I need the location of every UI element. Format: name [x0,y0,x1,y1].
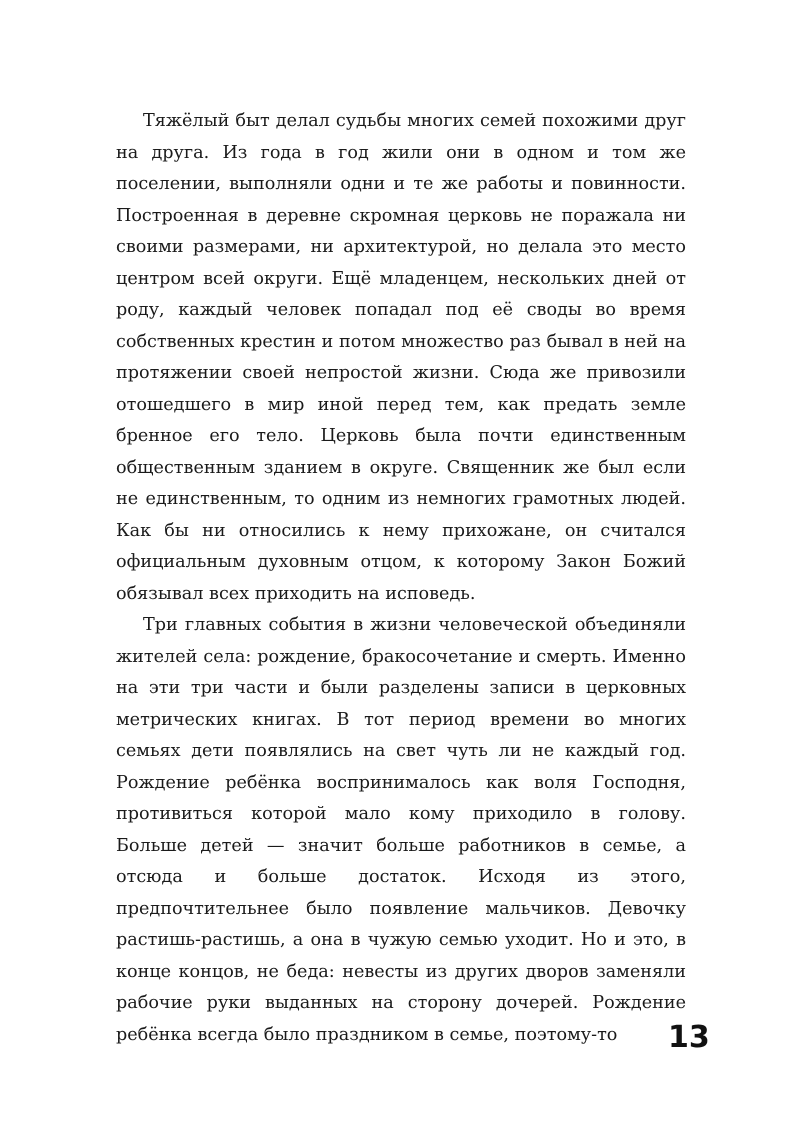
page-number: 13 [668,1020,710,1055]
paragraph-1: Тяжёлый быт делал судьбы многих семей похожими друг на друга. Из года в год жили они в одном и том же поселении, выполняли одни и те же работы и повинности. Построенная в деревне скромная церковь не поражала ни своими размерами, ни архитектурой, но делала это место центром всей округи. Ещё младенцем, нескольких дней от роду, каждый человек попадал под её своды во время собственных крестин и потом множество раз бывал в ней на протяжении своей непростой жизни. Сюда же привозили отошедшего в мир иной перед тем, как предать земле бренное его тело. Церковь была почти единственным общественным зданием в округе. Священник же был если не единственным, то одним из немногих грамотных людей. Как бы ни относились к нему прихожане, он считался официальным духовным отцом, к которому Закон Божий обязывал всех приходить на исповедь. [116,111,686,604]
paragraph-2: Три главных события в жизни человеческой объединяли жителей села: рождение, бракосочетание и смерть. Именно на эти три части и были разделены записи в церковных метрических книгах. В тот период времени во многих семьях дети появлялись на свет чуть ли не каждый год. Рождение ребёнка воспринималось как воля Господня, противиться которой мало кому приходило в голову. Больше детей — значит больше работников в семье, а отсюда и больше достаток. Исходя из этого, предпочтительнее было появление мальчиков. Девочку растишь-растишь, а она в чужую семью уходит. Но и это, в конце концов, не беда: невесты из других дворов заменяли рабочие руки выданных на сторону дочерей. Рождение ребёнка всегда было праздником в семье, поэтому-то [116,615,686,1045]
body-text [116,106,686,1051]
